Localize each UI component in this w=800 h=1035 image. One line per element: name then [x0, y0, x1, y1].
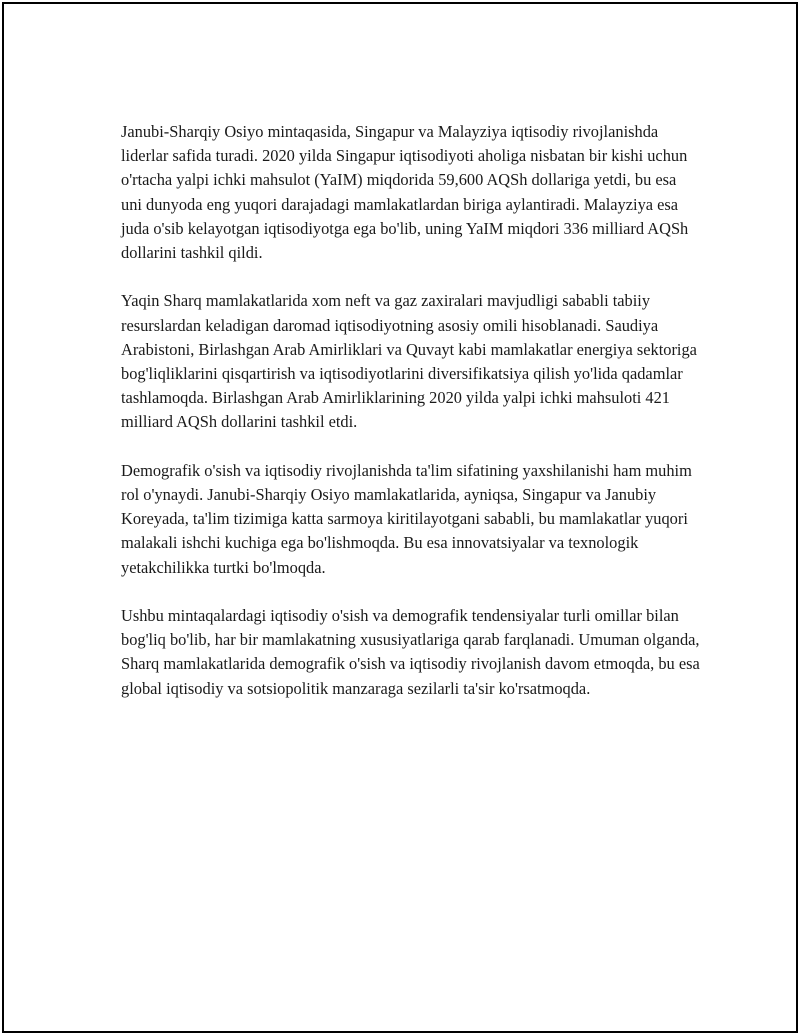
- paragraph-southeast-asia: Janubi-Sharqiy Osiyo mintaqasida, Singapur va Malayziya iqtisodiy rivojlanishda liderlar safida turadi. 2020 yilda Singapur iqtisodiyoti aholiga nisbatan bir kishi uchun o'rtacha yalpi ichki mahsulot (YaIM) miqdorida 59,600 AQSh dollariga yetdi, bu esa uni dunyoda eng yuqori darajadagi mamlakatlardan biriga aylantiradi. Malayziya esa juda o'sib kelayotgan iqtisodiyotga ega bo'lib, uning YaIM miqdori 336 milliard AQSh dollarini tashkil qildi.: [121, 122, 689, 263]
- paragraph-middle-east: Yaqin Sharq mamlakatlarida xom neft va gaz zaxiralari mavjudligi sababli tabiiy resurslardan keladigan daromad iqtisodiyotning asosiy omili hisoblanadi. Saudiya Arabistoni, Birlashgan Arab Amirliklari va Quvayt kabi mamlakatlar energiya sektoriga bog'liqliklarini qisqartirish va iqtisodiyotlarini diversifikatsiya qilish yo'lida qadamlar tashlamoqda. Birlashgan Arab Amirliklarining 2020 yilda yalpi ichki mahsuloti 421 milliard AQSh dollarini tashkil etdi.: [121, 291, 697, 432]
- paragraph-education: Demografik o'sish va iqtisodiy rivojlanishda ta'lim sifatining yaxshilanishi ham muhim rol o'ynaydi. Janubi-Sharqiy Osiyo mamlakatlarida, ayniqsa, Singapur va Janubiy Koreyada, ta'lim tizimiga katta sarmoya kiritilayotgani sababli, bu mamlakatlar yuqori malakali ishchi kuchiga ega bo'lishmoqda. Bu esa innovatsiyalar va texnologik yetakchilikka turtki bo'lmoqda.: [121, 460, 692, 577]
- paragraph-conclusion: Ushbu mintaqalardagi iqtisodiy o'sish va demografik tendensiyalar turli omillar bilan bog'liq bo'lib, har bir mamlakatning xususiyatlariga qarab farqlanadi. Umuman olganda, Sharq mamlakatlarida demografik o'sish va iqtisodiy rivojlanish davom etmoqda, bu esa global iqtisodiy va sotsiopolitik manzaraga sezilarli ta'sir ko'rsatmoqda.: [121, 606, 700, 698]
- document-body: [121, 120, 701, 725]
- page-frame: [2, 2, 798, 1033]
